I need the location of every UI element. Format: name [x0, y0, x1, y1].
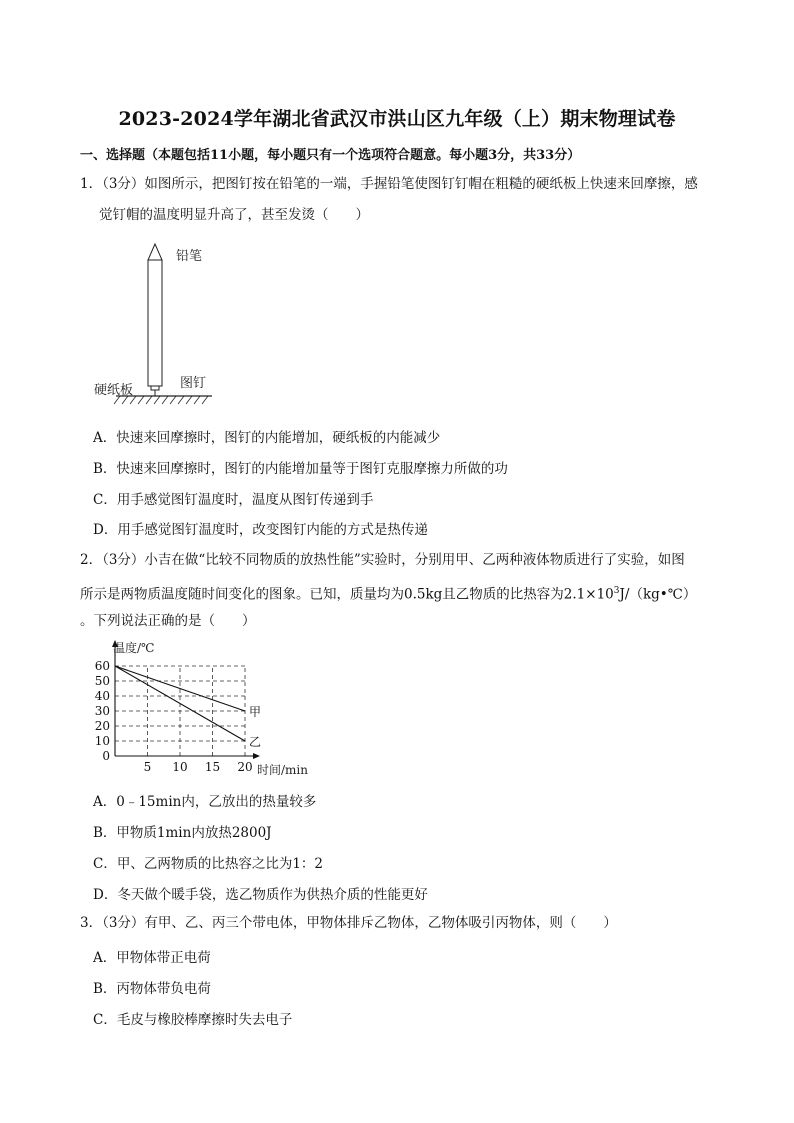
q2-stem-line2	[80, 582, 696, 604]
y-axis-label: 温度/℃	[113, 641, 155, 655]
q2-option-d: D．冬天做个暖手袋，选乙物质作为供热介质的性能更好	[93, 887, 428, 903]
q1-option-b: B．快速来回摩擦时，图钉的内能增加量等于图钉克服摩擦力所做的功	[93, 461, 508, 477]
label-pencil: 铅笔	[176, 249, 203, 264]
q2-stem-unit: J/（kg•℃）	[619, 586, 697, 603]
x-tick-label-5: 5	[143, 760, 152, 774]
x-axis-arrow	[253, 753, 260, 759]
x-tick-label-20: 20	[237, 760, 253, 774]
series-label-0: 甲	[249, 705, 262, 719]
q2-stem-line2-text: 所示是两物质温度随时间变化的图象。已知，质量均为0.5kg且乙物质的比热容为2.1×10	[80, 586, 614, 603]
q1-stem-line2: 觉钉帽的温度明显升高了，甚至发烫（ ）	[99, 207, 369, 223]
y-tick-label-30: 30	[94, 704, 110, 718]
page-title: 2023-2024学年湖北省武汉市洪山区九年级（上）期末物理试卷	[118, 108, 676, 130]
section-heading: 一、选择题（本题包括11小题，每小题只有一个选项符合题意。每小题3分，共33分）	[80, 148, 581, 163]
pencil-body	[148, 260, 162, 386]
temperature-time-chart	[90, 636, 330, 780]
x-tick-label-10: 10	[172, 760, 188, 774]
y-tick-label-40: 40	[94, 689, 110, 703]
q1-option-c: C．用手感觉图钉温度时，温度从图钉传递到手	[93, 492, 374, 508]
y-tick-label-0: 0	[102, 749, 110, 763]
q3-option-c: C．毛皮与橡胶棒摩擦时失去电子	[93, 1012, 293, 1028]
y-tick-label-20: 20	[94, 719, 110, 733]
q3-option-b: B．丙物体带负电荷	[93, 981, 211, 997]
label-board: 硬纸板	[94, 383, 134, 398]
q1-option-d: D．用手感觉图钉温度时，改变图钉内能的方式是热传递	[93, 522, 428, 538]
q2-stem-exponent: 3	[613, 586, 620, 596]
chart-grid	[115, 666, 245, 756]
series-label-1: 乙	[249, 735, 262, 749]
q2-option-c: C．甲、乙两物质的比热容之比为1：2	[93, 856, 324, 872]
label-pin: 图钉	[180, 376, 207, 391]
pin-head	[151, 386, 159, 390]
pencil-tip	[148, 244, 162, 260]
x-tick-label-15: 15	[204, 760, 221, 774]
q3-option-a: A．甲物体带正电荷	[93, 950, 211, 966]
q1-stem-line1: 1．（3分）如图所示，把图钉按在铅笔的一端，手握铅笔使图钉钉帽在粗糙的硬纸板上快速来回摩擦，感	[80, 176, 698, 192]
y-tick-label-60: 60	[94, 659, 110, 673]
q3-stem: 3．（3分）有甲、乙、丙三个带电体，甲物体排斥乙物体，乙物体吸引丙物体，则（ ）	[80, 915, 617, 931]
chart-series	[115, 666, 261, 749]
q2-stem-line1: 2．（3分）小吉在做“比较不同物质的放热性能”实验时，分别用甲、乙两种液体物质进行了实验，如图	[80, 552, 685, 568]
chart-tick-labels	[95, 659, 253, 774]
q2-stem-line3: 。下列说法正确的是（ ）	[80, 613, 256, 629]
q1-option-a: A．快速来回摩擦时，图钉的内能增加，硬纸板的内能减少	[93, 430, 441, 446]
x-axis-label: 时间/min	[257, 763, 308, 777]
pencil-pin-figure	[90, 238, 230, 410]
q2-option-b: B．甲物质1min内放热2800J	[93, 825, 272, 841]
q2-option-a: A．0﹣15min内，乙放出的热量较多	[93, 794, 317, 810]
y-tick-label-10: 10	[94, 734, 110, 748]
y-tick-label-50: 50	[94, 674, 110, 688]
